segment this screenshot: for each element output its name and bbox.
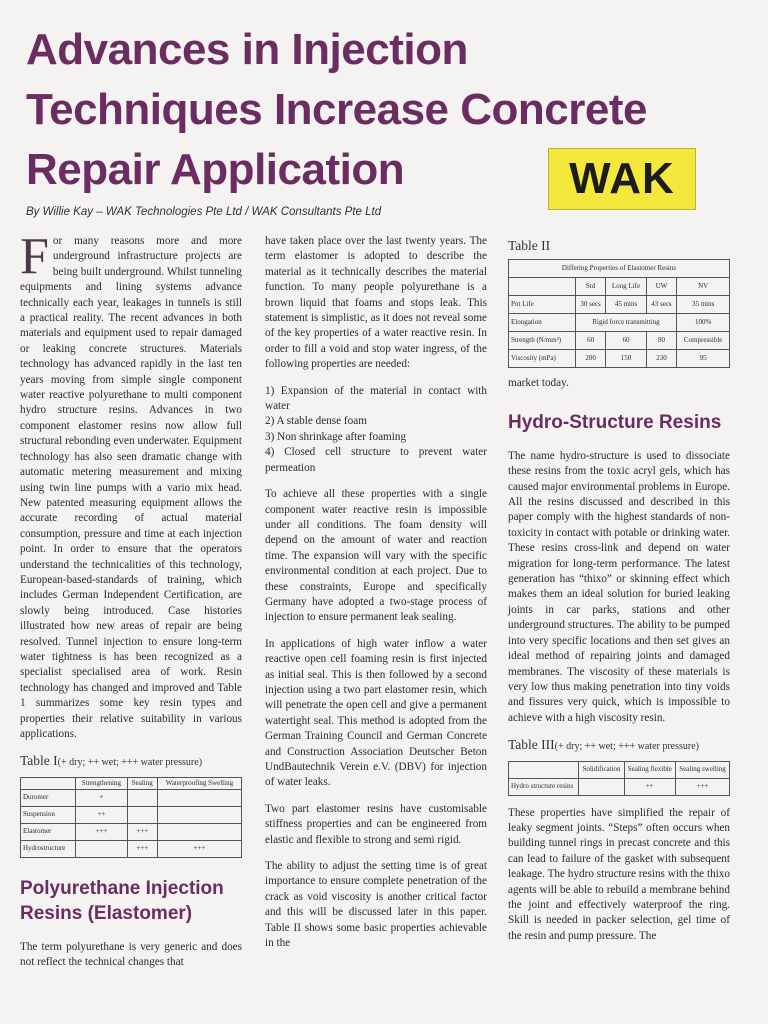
paragraph: In applications of high water inflow a water reactive open cell foaming resin is first injected as initial seal. This is then followed by a second injection using a two part elastomer resin, which will penetrate the open cell and give a permanent watertight seal. This method is adopted from the German Training Council and German Concrete and Construction Association Deutscher Beton UndBautechnik Verein e.V. (DBV) for injection of water leaks. [265, 637, 487, 789]
table-cell: 100% [677, 314, 730, 332]
table-cell: Hydrostructure [21, 840, 76, 857]
column-3 [508, 238, 730, 955]
intro-text: or many reasons more and more underground infrastructure projects are being built underground. Whilst tunneling equipments and lining systems advance technically each year, leakages in tunnels is still a practical reality. The recent advances in both materials and equipment used to repair damaged or leaking concrete structures. Materials technology has advanced rapidly in the last ten years moving from simple single component water reactive polyurethane to multi component hydro structure resins. Advances in two component elastomer resins now allow full structural rebonding even underwater. Equipment technology has also seen dramatic change with automatic metering measurement and mixing using twin line pumps with a vario mix head. New patented measuring equipment allows the accurate recording of actual material consumption, pressure and time at each injection point. In order to ensure that the operators understand the technicalities of this technology, European-based-standards of training, which includes German Independent Certification, are slowly being introduced. Case histories illustrated how new areas of repair are being resolved. Tunnel injection to ensure long-term water tightness is has been recognized as a specialist specialised area of work. Resin technology has changed and improved and Table 1 summarizes some key resin types and properties their relative suitability in various applications. [20, 235, 242, 740]
table-cell: Hydro structure resins [509, 778, 579, 795]
table-header-cell [509, 278, 576, 296]
table-row [21, 823, 242, 840]
column-1 [20, 228, 242, 982]
properties-list [265, 384, 487, 476]
table-cell: +++ [157, 840, 241, 857]
table-cell: Elastomer [21, 823, 76, 840]
table-row [509, 350, 730, 368]
table-row [509, 778, 730, 795]
title-line: Repair Application [26, 145, 405, 194]
table-cell: 35 mins [677, 296, 730, 314]
table-header-cell: Sealing [127, 777, 157, 789]
table-cell [76, 840, 128, 857]
table-header-row [21, 777, 242, 789]
table-title-row [509, 260, 730, 278]
table-3 [508, 761, 730, 796]
table-row [21, 806, 242, 823]
table-header-cell: Sealing flexible [624, 761, 675, 778]
table3-caption [508, 737, 730, 754]
table2-caption: Table II [508, 238, 551, 253]
table-cell: +++ [127, 840, 157, 857]
table-cell: +++ [76, 823, 128, 840]
table-row [21, 789, 242, 806]
table-header-row [509, 278, 730, 296]
list-item: 4) Closed cell structure to prevent water permeation [265, 446, 487, 474]
table-header-row [509, 761, 730, 778]
table-row [509, 314, 730, 332]
table-cell: Suspension [21, 806, 76, 823]
paragraph: market today. [508, 377, 569, 390]
table-cell: 230 [646, 350, 677, 368]
title-line: Advances in Injection [26, 25, 468, 74]
intro-paragraph [20, 228, 242, 742]
table-header-cell: Sealing swelling [676, 761, 730, 778]
paragraph: The name hydro-structure is used to dissociate these resins from the toxic acryl gels, which has caused major environmental problems in Europe. All the resins discussed and described in this paper comply with the highest standards of non-toxicity in contact with potable or drinking water. These resins cross-link and depend on water migration for long-term performance. The latest generation has “thixo” or skinning effect which makes them an ideal solution for buried leaking joints in car parks, stations and other underground structures. The ability to be pumped into very specific locations and then set gives an ideal method of repairing joints and damaged membranes. The viscosity of these materials is very low thus making penetration into tiny voids and fissures very quick, which is impossible to achieve with a high viscosity resin. [508, 449, 730, 724]
column-2 [265, 234, 487, 962]
table-cell: ++ [76, 806, 128, 823]
table-cell: Elongation [509, 314, 576, 332]
table-cell [127, 789, 157, 806]
table1-note: (+ dry; ++ wet; +++ water pressure) [57, 757, 203, 769]
table-cell [157, 823, 241, 840]
wak-logo: WAK [548, 148, 696, 210]
table-cell: +++ [127, 823, 157, 840]
table-header-cell: UW [646, 278, 677, 296]
table-cell: 80 [646, 332, 677, 350]
table-cell [157, 789, 241, 806]
table-cell: + [76, 789, 128, 806]
table-cell: Strength (N/mm²) [509, 332, 576, 350]
paragraph: To achieve all these properties with a single component water reactive resin is impossible under all conditions. The foam density will depend on the amount of water and reaction time. The expansion will vary with the specific environmental condition at each project. Due to these constraints, Europe and specifically Germany have adopted a two-stage process of injection to ensure permanent leak sealing. [265, 488, 487, 624]
table-cell: +++ [676, 778, 730, 795]
table-cell: Compressible [677, 332, 730, 350]
paragraph: Two part elastomer resins have customisable stiffness properties and can be engineered from elastic and flexible to strong and semi rigid. [265, 802, 487, 846]
section-heading-hydro-structure: Hydro-Structure Resins [508, 411, 722, 433]
table-row [21, 840, 242, 857]
table-cell: 150 [606, 350, 646, 368]
table-row [509, 296, 730, 314]
paragraph: have taken place over the last twenty years. The term elastomer is adopted to describe the material as it technically describes the material function. To many people polyurethane is a brown liquid that foams and stops leak. This statement is simplistic, as it does not reveal some of the key properties of a water reactive resin. In order to fill a void and stop water ingress, of the following properties are needed: [265, 235, 487, 371]
paragraph: The term polyurethane is very generic and does not reflect the technical changes that [20, 940, 242, 969]
table3-note: (+ dry; ++ wet; +++ water pressure) [554, 741, 700, 753]
list-item: 2) A stable dense foam [265, 415, 367, 428]
table-header-cell [21, 777, 76, 789]
paragraph: The ability to adjust the setting time is of great importance to ensure complete penetration of the crack as void viscosity is another critical factor and this will be discussed later in this paper. Table II shows some basic properties achievable in the [265, 860, 487, 950]
table1-caption [20, 753, 242, 770]
table-cell [127, 806, 157, 823]
table-title-cell: Differing Properties of Elastomer Resins [509, 260, 730, 278]
byline: By Willie Kay – WAK Technologies Pte Ltd / WAK Consultants Pte Ltd [26, 206, 382, 218]
table-cell [157, 806, 241, 823]
drop-cap: F [20, 228, 49, 285]
paragraph: These properties have simplified the repair of leaky segment joints. “Steps” often occurs when building tunnel rings in precast concrete and this can lead to failure of the gasket with subsequent leakage. The hydro structure resins with the thixo agents will be able to rebuild a membrane behind the joint and effectively waterproof the ring. Skill is needed in packer selection, gel time of the resin and pump pressure. The [508, 806, 730, 942]
list-item: 3) Non shrinkage after foaming [265, 430, 407, 443]
table-cell: Duromer [21, 789, 76, 806]
table-1 [20, 777, 242, 858]
title-line: Techniques Increase Concrete [26, 85, 647, 134]
table-header-cell: Solidification [579, 761, 624, 778]
table-header-cell: Waterproofing Swelling [157, 777, 241, 789]
table-cell: 43 secs [646, 296, 677, 314]
list-item: 1) Expansion of the material in contact with water [265, 384, 487, 413]
table-header-cell: Std [575, 278, 606, 296]
table-cell [579, 778, 624, 795]
section-heading-polyurethane: Polyurethane Injection Resins (Elastomer) [20, 877, 224, 924]
table-row [509, 332, 730, 350]
table-cell: 45 mins [606, 296, 646, 314]
table-cell: 95 [677, 350, 730, 368]
table-header-cell: Strengthening [76, 777, 128, 789]
table-cell: Pot Life [509, 296, 576, 314]
table-cell: 200 [575, 350, 606, 368]
table1-title: Table I [20, 753, 58, 769]
table-header-cell: NV [677, 278, 730, 296]
table-2 [508, 259, 730, 368]
table-cell: ++ [624, 778, 675, 795]
table-cell: 60 [606, 332, 646, 350]
table-cell: 60 [575, 332, 606, 350]
table-cell: Rigid force transmitting [575, 314, 677, 332]
table-cell: 30 secs [575, 296, 606, 314]
table-header-cell: Long Life [606, 278, 646, 296]
table-header-cell [509, 761, 579, 778]
table-cell: Viscosity (mPa) [509, 350, 576, 368]
table3-title: Table III [508, 737, 555, 753]
